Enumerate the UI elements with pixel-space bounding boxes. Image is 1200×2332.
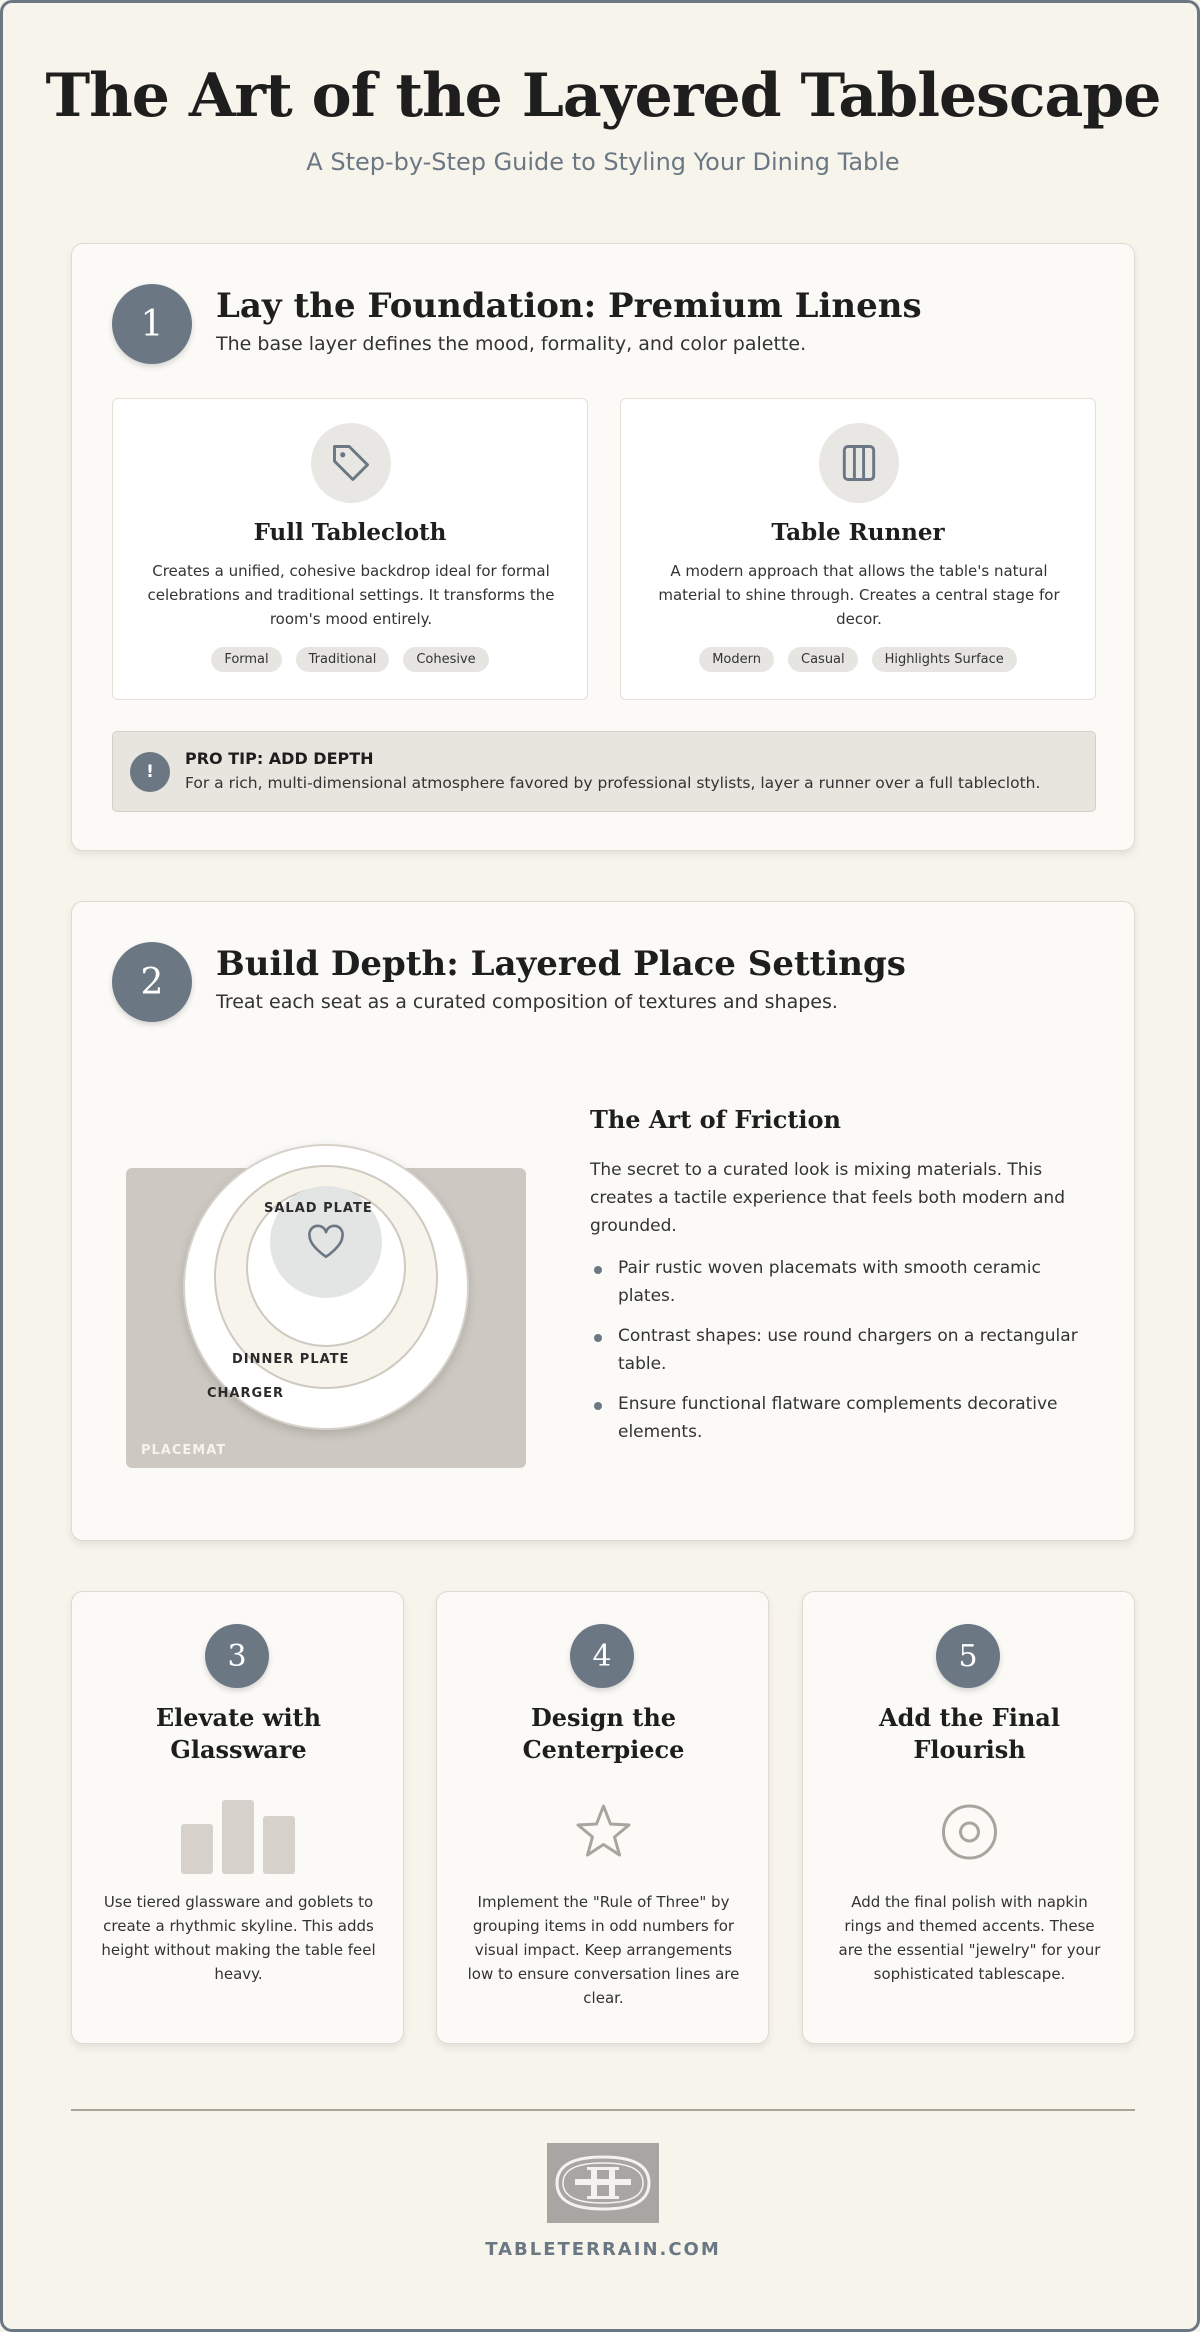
list-item: Contrast shapes: use round chargers on a rectangular table. <box>590 1322 1090 1378</box>
step-3-title: Elevate with Glassware <box>155 1703 322 1764</box>
tablecloth-title: Full Tablecloth <box>253 519 447 546</box>
glassware-bars-icon <box>72 1788 403 1878</box>
ring-icon <box>803 1788 1134 1878</box>
tag-casual: Casual <box>788 647 858 672</box>
step-3-description: Use tiered glassware and goblets to create a rhythmic skyline. This adds height without making the table feel heavy. <box>101 1893 376 1983</box>
runner-tags <box>621 647 1095 672</box>
runner-icon <box>819 423 899 503</box>
tag-traditional: Traditional <box>296 647 390 672</box>
step-5-title: Add the Final Flourish <box>879 1703 1060 1764</box>
runner-description: A modern approach that allows the table's natural material to shine through. Creates a central stage for decor. <box>658 562 1060 628</box>
pro-tip-title: PRO TIP: ADD DEPTH <box>185 749 374 768</box>
charger-label: CHARGER <box>207 1386 285 1401</box>
dinner-plate-label: DINNER PLATE <box>232 1352 350 1367</box>
placemat-label: PLACEMAT <box>141 1443 227 1458</box>
page-title: The Art of the Layered Tablescape <box>45 61 1161 131</box>
star-icon <box>437 1788 768 1878</box>
pro-tip-text: For a rich, multi-dimensional atmosphere favored by professional stylists, layer a runner over a full tablecloth. <box>185 774 1041 792</box>
step-1-number: 1 <box>112 284 192 364</box>
footer-divider <box>71 2109 1135 2111</box>
tag-icon <box>311 423 391 503</box>
salad-plate-label: SALAD PLATE <box>264 1201 373 1216</box>
step-3-number: 3 <box>205 1624 269 1688</box>
step-1-subtitle: The base layer defines the mood, formality, and color palette. <box>216 333 807 355</box>
step-2-number: 2 <box>112 942 192 1022</box>
step-4-card <box>436 1591 769 2044</box>
step-1-card <box>71 243 1135 851</box>
step-1-title: Lay the Foundation: Premium Linens <box>216 286 922 326</box>
tag-formal: Formal <box>211 647 281 672</box>
list-item: Pair rustic woven placemats with smooth ceramic plates. <box>590 1254 1090 1310</box>
exclamation-icon: ! <box>130 752 170 792</box>
runner-card <box>620 398 1096 700</box>
step-5-card <box>802 1591 1135 2044</box>
step-4-description: Implement the "Rule of Three" by grouping items in odd numbers for visual impact. Keep arrangements low to ensure conversation lines are clear. <box>467 1893 740 2007</box>
tableterrain-logo <box>547 2143 659 2223</box>
tag-modern: Modern <box>699 647 774 672</box>
step-4-title: Design the Centerpiece <box>522 1703 685 1764</box>
friction-title: The Art of Friction <box>590 1105 841 1134</box>
tablecloth-description: Creates a unified, cohesive backdrop ideal for formal celebrations and traditional settings. It transforms the room's mood entirely. <box>147 562 555 628</box>
friction-bullets <box>590 1254 1090 1458</box>
step-4-number: 4 <box>570 1624 634 1688</box>
step-5-description: Add the final polish with napkin rings and themed accents. These are the essential "jewelry" for your sophisticated tablescape. <box>838 1893 1101 1983</box>
step-2-title: Build Depth: Layered Place Settings <box>216 944 906 984</box>
tag-cohesive: Cohesive <box>403 647 488 672</box>
tablecloth-card <box>112 398 588 700</box>
step-2-subtitle: Treat each seat as a curated composition of textures and shapes. <box>216 991 838 1013</box>
friction-description: The secret to a curated look is mixing materials. This creates a tactile experience that feels both modern and grounded. <box>590 1160 1065 1236</box>
pro-tip-box <box>112 731 1096 812</box>
runner-title: Table Runner <box>771 519 945 546</box>
tag-highlights-surface: Highlights Surface <box>872 647 1017 672</box>
tablecloth-tags <box>113 647 587 672</box>
step-5-number: 5 <box>936 1624 1000 1688</box>
footer-url[interactable]: TABLETERRAIN.COM <box>485 2239 721 2260</box>
step-2-card <box>71 901 1135 1541</box>
step-3-card <box>71 1591 404 2044</box>
list-item: Ensure functional flatware complements decorative elements. <box>590 1390 1090 1446</box>
page-subtitle: A Step-by-Step Guide to Styling Your Dining Table <box>306 148 900 176</box>
